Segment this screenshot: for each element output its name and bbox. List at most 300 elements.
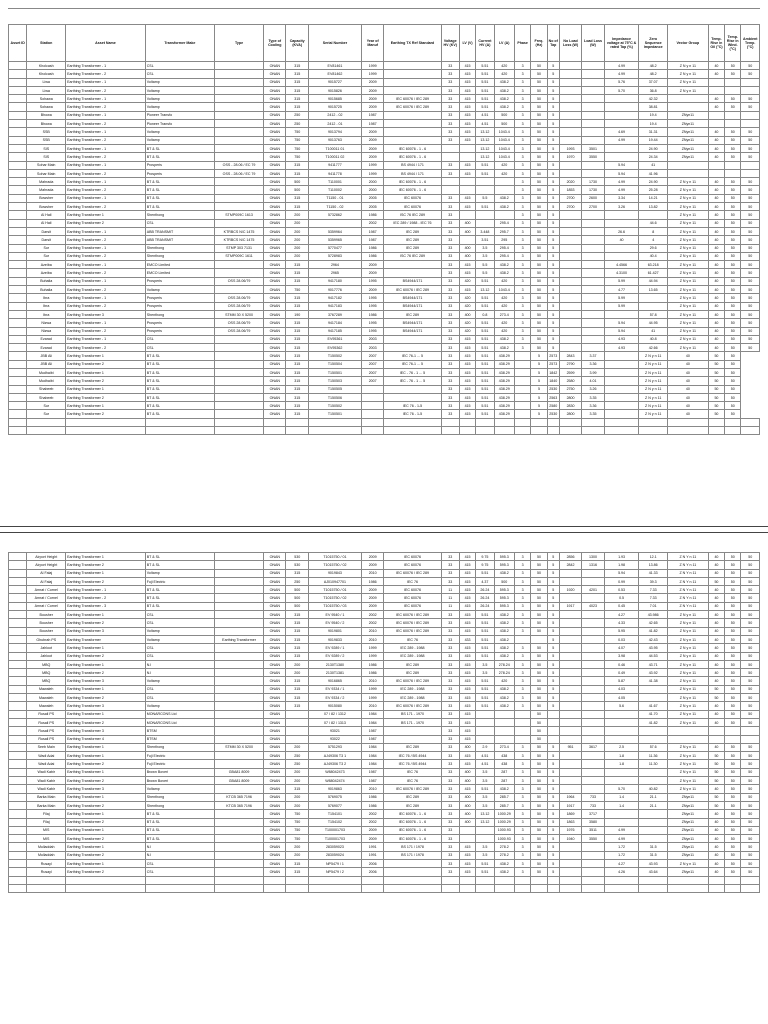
table-cell: Earthing Transformer 2 xyxy=(66,219,146,227)
table-cell: 415 xyxy=(459,377,475,385)
table-cell: 5 xyxy=(531,352,547,360)
table-cell: 50 xyxy=(531,335,547,343)
table-cell: 2010 xyxy=(361,627,383,635)
table-cell: 33 xyxy=(441,569,459,577)
table-cell: ONAN xyxy=(264,594,286,602)
table-row xyxy=(9,385,760,393)
table-cell: Rusail PS xyxy=(27,710,66,718)
table-cell xyxy=(604,777,639,785)
table-cell xyxy=(708,161,724,169)
column-header: Impedance voltage at 75°C & rated Tap (%) xyxy=(604,25,639,62)
table-cell xyxy=(9,95,27,103)
table-cell: 33 xyxy=(441,120,459,128)
table-cell: 3 xyxy=(514,602,530,610)
table-cell: CSL xyxy=(145,70,214,78)
table-cell: Z N y n 11 xyxy=(667,743,708,751)
table-cell: 4.27 xyxy=(604,611,639,619)
table-row xyxy=(9,735,760,743)
table-cell: 1000.29 xyxy=(494,818,514,826)
table-cell: 5 xyxy=(547,635,559,643)
table-cell xyxy=(384,735,441,743)
table-cell: 0.8 xyxy=(476,310,494,318)
table-cell: Ibra xyxy=(27,294,66,302)
table-cell: 3 xyxy=(514,227,530,235)
table-row xyxy=(9,410,760,418)
table-row xyxy=(9,677,760,685)
table-cell: BT & SL xyxy=(145,352,214,360)
table-cell xyxy=(559,95,581,103)
table-cell: 13.12 xyxy=(476,128,494,136)
table-cell xyxy=(9,644,27,652)
table-cell: 5.51 xyxy=(476,277,494,285)
table-cell: Earthing Transformer 3 xyxy=(66,310,146,318)
table-cell: 50 xyxy=(531,619,547,627)
table-cell: 50 xyxy=(725,352,741,360)
table-cell xyxy=(215,368,264,376)
table-cell xyxy=(9,62,27,70)
table-cell: Bhowa xyxy=(27,111,66,119)
table-cell: T110001 xyxy=(308,178,361,186)
table-cell: 50 xyxy=(725,377,741,385)
table-row xyxy=(9,669,760,677)
table-cell xyxy=(559,310,581,318)
table-cell: 50 xyxy=(741,810,760,818)
table-cell: 200 xyxy=(286,843,308,851)
table-cell: IEC 289 xyxy=(384,660,441,668)
table-cell: 40 xyxy=(708,211,724,219)
table-cell: IEC 60076 / IEC 289 xyxy=(384,569,441,577)
table-cell: 9019833 xyxy=(308,635,361,643)
table-cell xyxy=(9,319,27,327)
table-cell xyxy=(215,586,264,594)
table-cell: Voltamp xyxy=(145,702,214,710)
table-cell: 1.93 xyxy=(604,553,639,561)
table-cell xyxy=(215,70,264,78)
table-cell xyxy=(514,876,530,884)
table-cell xyxy=(667,876,708,884)
table-cell xyxy=(639,685,668,693)
table-cell xyxy=(582,327,604,335)
table-cell: T1015750 / 02 xyxy=(308,561,361,569)
table-cell: 50 xyxy=(725,561,741,569)
column-header: Current HV (A) xyxy=(476,25,494,62)
table-cell: Earthing Transformer - 2 xyxy=(66,594,146,602)
table-cell: T110002 xyxy=(308,186,361,194)
table-cell: 26.24 xyxy=(476,586,494,594)
table-cell: 2964 xyxy=(308,261,361,269)
table-cell: 5.5 xyxy=(476,269,494,277)
table-cell xyxy=(441,418,459,426)
table-cell: 951 xyxy=(559,743,581,751)
table-cell xyxy=(725,727,741,735)
table-cell xyxy=(547,427,559,435)
table-cell xyxy=(708,169,724,177)
table-cell: 2009 xyxy=(361,78,383,86)
table-cell: 3 xyxy=(514,153,530,161)
table-cell: ONAN xyxy=(264,611,286,619)
table-cell: 50 xyxy=(708,768,724,776)
table-cell xyxy=(459,211,475,219)
table-cell: 438.29 xyxy=(494,402,514,410)
table-cell xyxy=(27,418,66,426)
table-cell: 5.76 xyxy=(604,78,639,86)
table-cell: 50 xyxy=(531,669,547,677)
table-cell: 2700 xyxy=(582,203,604,211)
page-divider-2 xyxy=(0,532,768,533)
table-cell: STMM 30 X 5200 xyxy=(215,310,264,318)
table-cell xyxy=(384,859,441,867)
table-cell xyxy=(215,685,264,693)
table-cell: CSL xyxy=(145,644,214,652)
table-cell: 13.12 xyxy=(476,810,494,818)
table-cell: 315 xyxy=(286,294,308,302)
table-cell: 0.53 xyxy=(604,586,639,594)
table-cell xyxy=(215,835,264,843)
table-cell: 200 xyxy=(286,669,308,677)
table-cell: 33 xyxy=(441,810,459,818)
table-cell: Wadi Adai xyxy=(27,760,66,768)
table-cell xyxy=(559,710,581,718)
table-cell: 50 xyxy=(708,368,724,376)
table-cell: 1986 xyxy=(361,660,383,668)
table-row xyxy=(9,635,760,643)
table-cell: EV 9540 / 1 xyxy=(308,611,361,619)
table-cell: ONAN xyxy=(264,694,286,702)
table-cell: T1015750 / 03 xyxy=(308,602,361,610)
table-cell xyxy=(667,169,708,177)
table-cell xyxy=(559,777,581,785)
table-cell: ONAN xyxy=(264,586,286,594)
table-cell xyxy=(582,652,604,660)
table-cell xyxy=(604,735,639,743)
table-cell: 415 xyxy=(459,594,475,602)
table-cell: 285.7 xyxy=(494,793,514,801)
table-row xyxy=(9,194,760,202)
table-cell: 1995 xyxy=(361,327,383,335)
table-cell xyxy=(215,611,264,619)
table-cell: 50 xyxy=(741,611,760,619)
table-cell: Earthing Transformer - 2 xyxy=(66,153,146,161)
table-cell xyxy=(66,418,146,426)
table-cell: 5 xyxy=(547,768,559,776)
table-cell: 42.43 xyxy=(639,635,668,643)
table-cell: Earthing Transformer 1 xyxy=(66,553,146,561)
table-cell: Voltamp xyxy=(145,635,214,643)
table-cell xyxy=(741,418,760,426)
table-cell: Rusail PS xyxy=(27,727,66,735)
table-cell: 415 xyxy=(459,194,475,202)
table-cell xyxy=(604,368,639,376)
column-header: Voltage HV (KV) xyxy=(441,25,459,62)
table-cell xyxy=(9,103,27,111)
table-cell: 2003 xyxy=(361,335,383,343)
table-cell: 5.51 xyxy=(476,377,494,385)
table-cell: 40.8 xyxy=(639,335,668,343)
table-cell: 5.51 xyxy=(476,368,494,376)
table-cell: 37.07 xyxy=(639,78,668,86)
table-cell xyxy=(459,835,475,843)
table-cell: Z N y n 11 xyxy=(667,252,708,260)
table-cell: Amrat / Cornel xyxy=(27,602,66,610)
table-cell: 50 xyxy=(531,743,547,751)
table-cell xyxy=(286,876,308,884)
table-cell: ONAN xyxy=(264,86,286,94)
table-cell: 750 xyxy=(286,144,308,152)
table-cell: Airport Height xyxy=(27,561,66,569)
table-cell: 50 xyxy=(741,743,760,751)
table-cell xyxy=(667,418,708,426)
table-cell: 438.2 xyxy=(494,269,514,277)
table-cell xyxy=(9,685,27,693)
table-cell: 2000 xyxy=(361,186,383,194)
table-cell: 315 xyxy=(286,335,308,343)
table-cell: ISC 76 IEC 289 xyxy=(384,252,441,260)
table-cell: 5 xyxy=(547,818,559,826)
table-cell: 5.51 xyxy=(476,393,494,401)
table-cell: Z N y n 11 xyxy=(667,760,708,768)
table-cell: Al Falaj xyxy=(27,569,66,577)
table-cell: 315 xyxy=(286,302,308,310)
table-cell: 438.29 xyxy=(494,385,514,393)
table-cell: 2.9 xyxy=(476,743,494,751)
table-cell xyxy=(582,768,604,776)
table-cell: 50 xyxy=(725,128,741,136)
table-cell: 2002 xyxy=(361,818,383,826)
table-cell xyxy=(604,810,639,818)
table-cell: Z N y n 11 xyxy=(639,377,668,385)
table-cell xyxy=(559,244,581,252)
table-cell: 3 xyxy=(514,810,530,818)
table-cell: 3.448 xyxy=(476,227,494,235)
table-cell: 278.2 xyxy=(494,851,514,859)
table-cell: IEC 289 - 1988 xyxy=(384,685,441,693)
table-cell xyxy=(9,851,27,859)
table-cell: 2009 xyxy=(361,602,383,610)
table-cell: 50 xyxy=(741,136,760,144)
table-cell: 50 xyxy=(741,319,760,327)
column-header: Type xyxy=(215,25,264,62)
table-cell xyxy=(215,760,264,768)
table-cell: 40 xyxy=(708,136,724,144)
sheet-2 xyxy=(8,552,760,893)
table-cell xyxy=(741,884,760,892)
table-cell: 400 xyxy=(459,818,475,826)
table-cell: 1987 xyxy=(361,227,383,235)
table-cell: BTSM xyxy=(145,727,214,735)
table-cell: Barka Main xyxy=(27,801,66,809)
table-cell: 5 xyxy=(547,335,559,343)
table-cell: 40 xyxy=(708,327,724,335)
table-cell xyxy=(604,427,639,435)
table-cell xyxy=(531,427,547,435)
table-cell: 40 xyxy=(708,302,724,310)
table-cell xyxy=(559,86,581,94)
table-cell: 50 xyxy=(708,352,724,360)
table-cell: 415 xyxy=(459,410,475,418)
table-cell: OSS 28.06/79 xyxy=(215,319,264,327)
table-cell: 40 xyxy=(708,835,724,843)
table-cell xyxy=(361,884,383,892)
table-cell: ZNyn11 xyxy=(667,111,708,119)
table-cell: 438.2 xyxy=(494,652,514,660)
table-cell xyxy=(459,876,475,884)
table-cell xyxy=(494,418,514,426)
table-cell: 31.31 xyxy=(639,128,668,136)
table-cell: 3 xyxy=(514,752,530,760)
table-cell: 33 xyxy=(441,111,459,119)
table-cell xyxy=(559,335,581,343)
table-cell: Fuji Electric xyxy=(145,752,214,760)
table-cell xyxy=(604,385,639,393)
table-cell xyxy=(582,785,604,793)
table-cell: 1920 xyxy=(559,586,581,594)
table-cell xyxy=(9,760,27,768)
table-cell: T100001703 xyxy=(308,826,361,834)
table-cell: 5 xyxy=(547,594,559,602)
table-cell: T150503 xyxy=(308,377,361,385)
table-row xyxy=(9,851,760,859)
table-cell: 40 xyxy=(708,810,724,818)
table-cell: EMCO Limited xyxy=(145,269,214,277)
table-cell: 438.2 xyxy=(494,868,514,876)
table-cell: BT & SL xyxy=(145,826,214,834)
table-cell: 07 / 82 / 1312 xyxy=(308,710,361,718)
table-cell xyxy=(215,859,264,867)
table-cell: 33 xyxy=(441,310,459,318)
table-cell: 40 xyxy=(708,868,724,876)
table-cell: 3 xyxy=(514,62,530,70)
table-cell: Earthing Transformer - 1 xyxy=(66,261,146,269)
table-cell: 400 xyxy=(459,244,475,252)
table-cell: 3 xyxy=(514,252,530,260)
table-cell xyxy=(9,368,27,376)
table-cell: 4.99 xyxy=(604,186,639,194)
table-cell: Shabeeb xyxy=(27,393,66,401)
table-cell: 3617 xyxy=(582,743,604,751)
table-cell: 50 xyxy=(741,851,760,859)
table-cell xyxy=(286,735,308,743)
table-cell: 33 xyxy=(441,385,459,393)
table-cell: 420 xyxy=(494,161,514,169)
table-cell xyxy=(476,735,494,743)
table-cell: ONAN xyxy=(264,252,286,260)
table-cell: Earthing Transformer - 2 xyxy=(66,269,146,277)
table-cell xyxy=(361,427,383,435)
table-cell xyxy=(215,120,264,128)
table-cell xyxy=(9,710,27,718)
table-cell: IEC 289 xyxy=(384,244,441,252)
table-row xyxy=(9,801,760,809)
table-cell: Z N y n 11 xyxy=(667,694,708,702)
table-cell: 40 xyxy=(667,377,708,385)
table-cell: ONAN xyxy=(264,294,286,302)
table-cell xyxy=(308,427,361,435)
table-cell: Z N y n 11 xyxy=(667,685,708,693)
table-cell: 315 xyxy=(286,70,308,78)
table-cell: 0.03 xyxy=(604,635,639,643)
table-cell: 287 xyxy=(494,777,514,785)
table-cell: 3.99 xyxy=(582,368,604,376)
table-cell: SIS xyxy=(27,144,66,152)
table-cell: Earthing Transformer - 1 xyxy=(66,335,146,343)
table-cell: Amrat / Cornel xyxy=(27,586,66,594)
table-cell: 4 xyxy=(639,236,668,244)
table-row xyxy=(9,402,760,410)
table-cell: 287 xyxy=(494,768,514,776)
table-cell xyxy=(215,335,264,343)
table-cell: 438.2 xyxy=(494,103,514,111)
table-cell: Filaj xyxy=(27,810,66,818)
column-header: Temp. Rise in Oil (°C) xyxy=(708,25,724,62)
table-cell xyxy=(286,710,308,718)
table-cell: 1863 xyxy=(559,818,581,826)
table-cell: 415 xyxy=(459,602,475,610)
table-cell xyxy=(639,818,668,826)
table-cell: Shenthong xyxy=(145,310,214,318)
table-cell: 50 xyxy=(531,586,547,594)
table-cell: 5.5 xyxy=(476,194,494,202)
table-row xyxy=(9,810,760,818)
table-cell xyxy=(9,78,27,86)
table-cell: 1.72 xyxy=(604,851,639,859)
table-cell: 5 xyxy=(547,277,559,285)
table-cell: 40 xyxy=(708,843,724,851)
table-row xyxy=(9,835,760,843)
table-cell: 41.82 xyxy=(639,627,668,635)
table-cell xyxy=(559,294,581,302)
table-cell: 50 xyxy=(708,801,724,809)
table-cell: 3 xyxy=(514,777,530,785)
table-cell: CSL xyxy=(145,619,214,627)
table-cell: IEC 60076 - 1 - 6 xyxy=(384,178,441,186)
table-cell xyxy=(708,727,724,735)
table-cell: Wadi Kabir xyxy=(27,777,66,785)
table-cell: 50 xyxy=(741,868,760,876)
table-cell: 3 xyxy=(514,561,530,569)
table-cell: 438.2 xyxy=(494,611,514,619)
table-cell xyxy=(708,876,724,884)
table-row xyxy=(9,718,760,726)
table-cell xyxy=(708,418,724,426)
table-cell: Wadi Kabir xyxy=(27,785,66,793)
table-cell: Darsit xyxy=(27,227,66,235)
table-cell xyxy=(559,868,581,876)
table-cell xyxy=(582,302,604,310)
table-cell: 48.2 xyxy=(639,70,668,78)
table-cell: 438.2 xyxy=(494,644,514,652)
table-cell xyxy=(9,86,27,94)
table-cell: BS 4944 / 171 xyxy=(384,161,441,169)
table-cell: 2800 xyxy=(559,410,581,418)
table-cell: 4.69 xyxy=(604,128,639,136)
table-cell: ONAN xyxy=(264,128,286,136)
table-cell xyxy=(639,826,668,834)
table-cell: 3501 xyxy=(582,144,604,152)
table-cell: 2020 xyxy=(559,178,581,186)
table-cell: 11.36 xyxy=(639,752,668,760)
table-cell: 750 xyxy=(286,818,308,826)
table-cell: ONAN xyxy=(264,95,286,103)
empty-row xyxy=(9,884,760,892)
table-cell: 3 xyxy=(514,111,530,119)
table-row xyxy=(9,602,760,610)
table-cell: 50 xyxy=(531,128,547,136)
table-cell: 3 xyxy=(514,619,530,627)
column-header: Serial Number xyxy=(308,25,361,62)
table-cell xyxy=(9,252,27,260)
table-cell: 2965 xyxy=(308,269,361,277)
table-cell xyxy=(215,178,264,186)
